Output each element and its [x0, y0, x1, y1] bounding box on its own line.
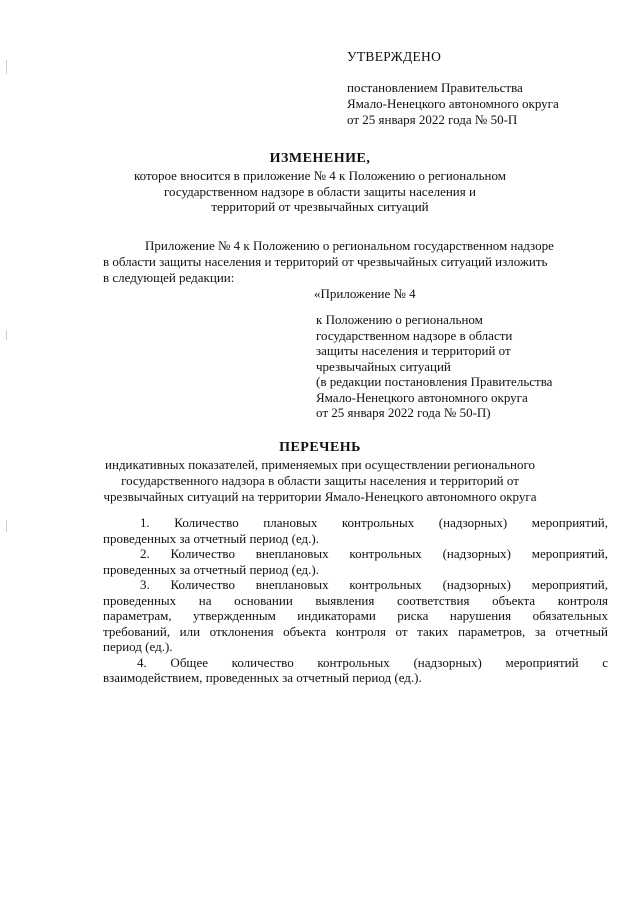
appendix-heading: «Приложение № 4 [314, 286, 416, 301]
list-item-line: проведенных за отчетный период (ед.). [103, 561, 319, 577]
intro-paragraph [103, 238, 608, 286]
change-subtitle-line: государственном надзоре в области защиты населения и [164, 183, 476, 199]
list-item-line: 3. Количество внеплановых контрольных (надзорных) мероприятий, [140, 577, 608, 592]
appendix-line: чрезвычайных ситуаций [316, 358, 451, 374]
list-item [103, 577, 608, 655]
list-item [103, 655, 608, 686]
page-edge-mark [6, 330, 7, 340]
list-title: ПЕРЕЧЕНЬ [279, 440, 361, 455]
page-edge-mark [6, 60, 7, 74]
appendix-line: к Положению о региональном [316, 312, 483, 327]
list-item-line: требований, или отклонения объекта контроля от таких параметров, за отчетный [103, 623, 608, 639]
list-item-line: 1. Количество плановых контрольных (надзорных) мероприятий, [140, 515, 608, 530]
list-subtitle-line: государственного надзора в области защиты населения и территорий от [121, 473, 519, 488]
appendix-line: от 25 января 2022 года № 50-П) [316, 405, 491, 420]
list-item [103, 546, 608, 577]
intro-line: в следующей редакции: [103, 270, 235, 285]
appendix-line: защиты населения и территорий от [316, 343, 511, 358]
approval-line: от 25 января 2022 года № 50-П [347, 112, 518, 127]
list-item-line: проведенных за отчетный период (ед.). [103, 530, 319, 546]
list-item-line: 4. Общее количество контрольных (надзорных) мероприятий с [137, 654, 608, 670]
approval-line: постановлением Правительства [347, 80, 523, 95]
list-item-line: период (ед.). [103, 639, 173, 654]
appendix-block [316, 312, 552, 421]
approval-heading: УТВЕРЖДЕНО [347, 49, 442, 64]
appendix-line: государственном надзоре в области [316, 327, 513, 343]
approval-block [347, 80, 559, 128]
change-subtitle [60, 168, 580, 215]
list-subtitle-line: чрезвычайных ситуаций на территории Ямало-Ненецкого автономного округа [103, 489, 537, 504]
list-item [103, 515, 608, 546]
change-subtitle-line: которое вносится в приложение № 4 к Положению о региональном [134, 168, 506, 183]
list-subtitle-line: индикативных показателей, применяемых при осуществлении регионального [105, 457, 535, 472]
list-item-line: параметрам, утвержденным индикаторами риска нарушения обязательных [103, 608, 608, 623]
appendix-line: (в редакции постановления Правительства [316, 374, 553, 389]
approval-line: Ямало-Ненецкого автономного округа [347, 96, 559, 111]
list-item-line: проведенных на основании выявления соответствия объекта контроля [103, 592, 608, 608]
appendix-line: Ямало-Ненецкого автономного округа [316, 389, 528, 405]
list-subtitle [60, 457, 580, 505]
change-subtitle-line: территорий от чрезвычайных ситуаций [211, 199, 429, 214]
change-title: ИЗМЕНЕНИЕ, [269, 151, 371, 166]
intro-line: Приложение № 4 к Положению о региональном государственном надзоре [145, 238, 554, 253]
list-item-line: взаимодействием, проведенных за отчетный период (ед.). [103, 670, 422, 685]
list-item-line: 2. Количество внеплановых контрольных (надзорных) мероприятий, [140, 546, 608, 561]
indicator-list [103, 515, 608, 686]
intro-line: в области защиты населения и территорий от чрезвычайных ситуаций изложить [103, 254, 548, 269]
page-edge-mark [6, 520, 7, 532]
